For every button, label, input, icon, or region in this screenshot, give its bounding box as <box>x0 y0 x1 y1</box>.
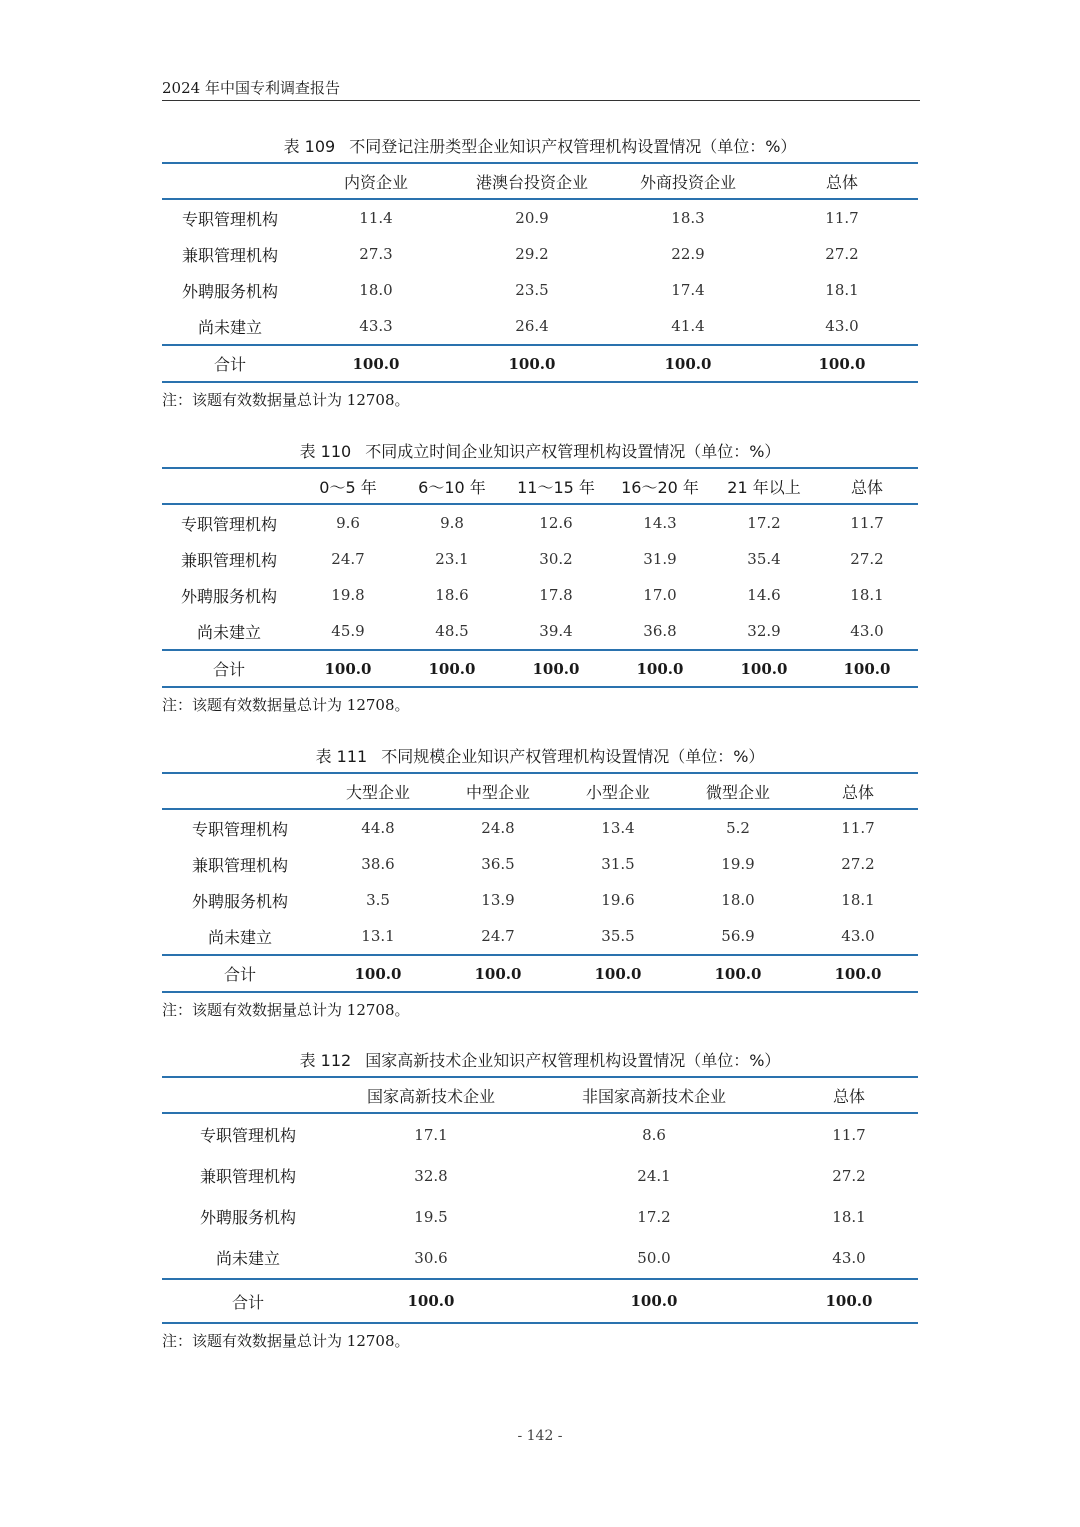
table-caption <box>162 742 918 772</box>
table-row <box>162 1113 918 1155</box>
table-block-112 <box>162 1046 918 1358</box>
table-row <box>162 809 918 846</box>
column-header: 总体 <box>825 172 858 192</box>
table-cell: 35.4 <box>747 550 781 568</box>
table-cell: 38.6 <box>361 855 395 873</box>
column-header: 非国家高新技术企业 <box>581 1086 726 1106</box>
table-cell: 24.1 <box>637 1166 671 1185</box>
data-table <box>162 162 918 383</box>
table-cell: 18.3 <box>671 209 705 227</box>
table-cell: 27.2 <box>832 1166 866 1185</box>
table-cell: 14.3 <box>643 514 677 532</box>
total-cell: 100.0 <box>594 964 642 983</box>
total-label: 合计 <box>212 660 245 679</box>
column-header: 外商投资企业 <box>639 172 736 192</box>
total-label: 合计 <box>223 965 256 984</box>
table-cell: 20.9 <box>515 209 549 227</box>
table-cell: 11.7 <box>841 819 875 837</box>
column-header: 0～5 年 <box>319 477 377 497</box>
column-header: 微型企业 <box>705 782 770 802</box>
corner-cell <box>162 1077 334 1113</box>
table-number: 表 111 <box>315 747 368 766</box>
table-block-110 <box>162 437 918 722</box>
table-note: 注：该题有效数据量总计为 12708。 <box>162 1332 410 1350</box>
total-cell: 100.0 <box>818 354 866 373</box>
table-caption <box>162 437 918 467</box>
table-row <box>162 504 918 541</box>
total-cell: 100.0 <box>664 354 712 373</box>
table-cell: 24.8 <box>481 819 515 837</box>
total-cell: 100.0 <box>324 659 372 678</box>
row-label: 专职管理机构 <box>181 209 278 229</box>
table-cell: 45.9 <box>331 622 365 640</box>
table-cell: 18.0 <box>721 891 755 909</box>
table-cell: 29.2 <box>515 245 549 263</box>
table-cell: 13.9 <box>481 891 515 909</box>
column-header: 港澳台投资企业 <box>475 172 588 192</box>
table-row <box>162 272 918 308</box>
table-cell: 13.4 <box>601 819 635 837</box>
total-cell: 100.0 <box>740 659 788 678</box>
table-row <box>162 308 918 345</box>
table-block-111 <box>162 742 918 1027</box>
table-cell: 31.9 <box>643 550 677 568</box>
total-label: 合计 <box>213 355 246 374</box>
total-cell: 100.0 <box>354 964 402 983</box>
column-header: 总体 <box>832 1086 865 1106</box>
table-cell: 32.9 <box>747 622 781 640</box>
table-title: 国家高新技术企业知识产权管理机构设置情况（单位：%） <box>365 1051 781 1070</box>
corner-cell <box>162 773 318 809</box>
table-cell: 43.3 <box>359 317 393 335</box>
table-cell: 18.1 <box>841 891 875 909</box>
table-cell: 8.6 <box>642 1125 666 1144</box>
table-cell: 17.2 <box>747 514 781 532</box>
table-cell: 36.5 <box>481 855 515 873</box>
table-row <box>162 846 918 882</box>
header-row <box>162 773 918 809</box>
total-row <box>162 650 918 687</box>
total-row <box>162 345 918 382</box>
table-note: 注：该题有效数据量总计为 12708。 <box>162 696 410 714</box>
row-label: 专职管理机构 <box>199 1126 296 1145</box>
table-title: 不同成立时间企业知识产权管理机构设置情况（单位：%） <box>365 442 781 461</box>
table-cell: 30.2 <box>539 550 573 568</box>
corner-cell <box>162 468 296 504</box>
table-cell: 18.0 <box>359 281 393 299</box>
row-label: 兼职管理机构 <box>181 245 278 265</box>
column-header: 大型企业 <box>345 782 410 802</box>
table-cell: 26.4 <box>515 317 549 335</box>
table-row <box>162 541 918 577</box>
table-caption <box>162 132 918 162</box>
column-header: 内资企业 <box>343 172 408 192</box>
table-cell: 17.2 <box>637 1207 671 1226</box>
data-table <box>162 772 918 993</box>
table-cell: 35.5 <box>601 927 635 945</box>
total-cell: 100.0 <box>532 659 580 678</box>
row-label: 专职管理机构 <box>191 819 288 839</box>
row-label: 兼职管理机构 <box>180 550 277 570</box>
column-header: 总体 <box>841 782 874 802</box>
total-row <box>162 955 918 992</box>
total-cell: 100.0 <box>407 1292 455 1310</box>
column-header: 16～20 年 <box>621 477 699 497</box>
table-cell: 19.5 <box>414 1207 448 1226</box>
row-label: 外聘服务机构 <box>199 1208 296 1227</box>
table-row <box>162 613 918 650</box>
column-header: 11～15 年 <box>517 477 595 497</box>
total-cell: 100.0 <box>714 964 762 983</box>
row-label: 外聘服务机构 <box>180 586 277 606</box>
table-cell: 27.2 <box>850 550 884 568</box>
page-number: - 142 - <box>517 1428 563 1444</box>
table-cell: 5.2 <box>726 819 750 837</box>
table-row <box>162 236 918 272</box>
column-header: 中型企业 <box>465 782 530 802</box>
header-row <box>162 163 918 199</box>
table-cell: 43.0 <box>841 927 875 945</box>
table-cell: 17.8 <box>539 586 573 604</box>
column-header: 6～10 年 <box>418 477 486 497</box>
table-number: 表 112 <box>299 1051 352 1070</box>
table-cell: 12.6 <box>539 514 573 532</box>
table-cell: 23.5 <box>515 281 549 299</box>
table-cell: 39.4 <box>539 622 573 640</box>
table-cell: 18.1 <box>825 281 859 299</box>
table-row <box>162 1155 918 1196</box>
column-header: 国家高新技术企业 <box>366 1086 495 1106</box>
table-cell: 43.0 <box>850 622 884 640</box>
row-label: 尚未建立 <box>207 927 272 947</box>
table-cell: 22.9 <box>671 245 705 263</box>
table-cell: 11.4 <box>359 209 393 227</box>
table-cell: 27.2 <box>841 855 875 873</box>
data-table <box>162 467 918 688</box>
table-row <box>162 1237 918 1279</box>
row-label: 专职管理机构 <box>180 514 277 534</box>
table-cell: 30.6 <box>414 1248 448 1267</box>
row-label: 尚未建立 <box>196 622 261 642</box>
row-label: 外聘服务机构 <box>191 891 288 911</box>
header-row <box>162 1077 918 1113</box>
table-cell: 27.3 <box>359 245 393 263</box>
table-cell: 19.9 <box>721 855 755 873</box>
total-cell: 100.0 <box>834 964 882 983</box>
table-cell: 44.8 <box>361 819 395 837</box>
table-row <box>162 918 918 955</box>
corner-cell <box>162 163 298 199</box>
table-cell: 11.7 <box>825 209 859 227</box>
running-header: 2024 年中国专利调查报告 <box>162 76 920 101</box>
total-cell: 100.0 <box>825 1292 873 1310</box>
table-cell: 17.4 <box>671 281 705 299</box>
table-cell: 43.0 <box>825 317 859 335</box>
table-note: 注：该题有效数据量总计为 12708。 <box>162 1001 410 1019</box>
table-cell: 41.4 <box>671 317 705 335</box>
table-cell: 43.0 <box>832 1248 866 1267</box>
column-header: 小型企业 <box>585 782 650 802</box>
table-row <box>162 577 918 613</box>
row-label: 兼职管理机构 <box>191 855 288 875</box>
table-cell: 11.7 <box>850 514 884 532</box>
header-row <box>162 468 918 504</box>
column-header: 21 年以上 <box>727 477 801 497</box>
total-label: 合计 <box>231 1292 264 1312</box>
table-caption <box>162 1046 918 1076</box>
table-cell: 18.1 <box>850 586 884 604</box>
table-cell: 11.7 <box>832 1125 866 1144</box>
table-cell: 31.5 <box>601 855 635 873</box>
table-number: 表 110 <box>299 442 352 461</box>
table-cell: 36.8 <box>643 622 677 640</box>
table-cell: 17.1 <box>414 1125 448 1144</box>
total-cell: 100.0 <box>843 659 891 678</box>
table-cell: 17.0 <box>643 586 677 604</box>
table-cell: 18.6 <box>435 586 469 604</box>
table-cell: 13.1 <box>361 927 395 945</box>
table-cell: 27.2 <box>825 245 859 263</box>
total-cell: 100.0 <box>630 1292 678 1310</box>
table-row <box>162 1196 918 1237</box>
table-cell: 9.8 <box>440 514 464 532</box>
total-cell: 100.0 <box>508 354 556 373</box>
table-cell: 23.1 <box>435 550 469 568</box>
table-title: 不同登记注册类型企业知识产权管理机构设置情况（单位：%） <box>349 137 797 156</box>
column-header: 总体 <box>850 477 883 497</box>
table-cell: 14.6 <box>747 586 781 604</box>
table-cell: 18.1 <box>832 1207 866 1226</box>
table-cell: 24.7 <box>331 550 365 568</box>
table-cell: 50.0 <box>637 1248 671 1267</box>
table-cell: 24.7 <box>481 927 515 945</box>
total-row <box>162 1279 918 1323</box>
row-label: 尚未建立 <box>215 1249 280 1268</box>
total-cell: 100.0 <box>352 354 400 373</box>
table-row <box>162 882 918 918</box>
row-label: 尚未建立 <box>197 317 262 337</box>
row-label: 外聘服务机构 <box>181 281 278 301</box>
data-table <box>162 1076 918 1324</box>
total-cell: 100.0 <box>428 659 476 678</box>
total-cell: 100.0 <box>474 964 522 983</box>
table-cell: 56.9 <box>721 927 755 945</box>
table-row <box>162 199 918 236</box>
table-block-109 <box>162 132 918 417</box>
table-cell: 9.6 <box>336 514 360 532</box>
table-cell: 48.5 <box>435 622 469 640</box>
table-cell: 3.5 <box>366 891 390 909</box>
table-cell: 19.8 <box>331 586 365 604</box>
table-cell: 19.6 <box>601 891 635 909</box>
table-cell: 32.8 <box>414 1166 448 1185</box>
row-label: 兼职管理机构 <box>199 1167 296 1186</box>
table-number: 表 109 <box>283 137 336 156</box>
total-cell: 100.0 <box>636 659 684 678</box>
table-note: 注：该题有效数据量总计为 12708。 <box>162 391 410 409</box>
table-title: 不同规模企业知识产权管理机构设置情况（单位：%） <box>381 747 765 766</box>
